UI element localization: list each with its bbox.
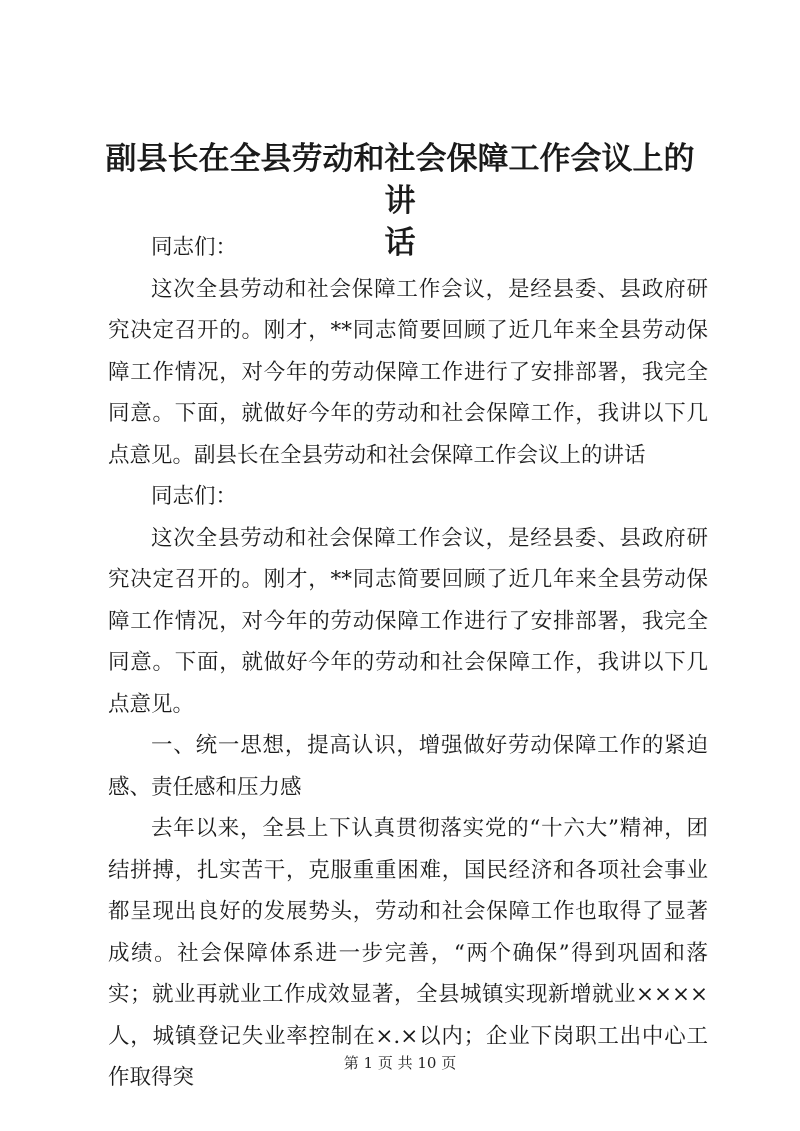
title-line-1: 副县长在全县劳动和社会保障工作会议上的讲 <box>105 141 695 219</box>
title-line-2: 话 <box>384 225 416 261</box>
salutation-paragraph: 同志们： <box>151 235 238 260</box>
document-body <box>108 227 708 1099</box>
salutation-paragraph: 同志们： <box>151 484 238 509</box>
page-footer: 第 1 页 共 10 页 <box>343 1054 457 1072</box>
body-paragraph: 这次全县劳动和社会保障工作会议，是经县委、县政府研究决定召开的。刚才，**同志简要回顾了近几年来全县劳动保障工作情况，对今年的劳动保障工作进行了安排部署，我完全同意。下面，就做好今年的劳动和社会保障工作，我讲以下几点意见。 <box>108 525 708 717</box>
body-paragraph: 这次全县劳动和社会保障工作会议，是经县委、县政府研究决定召开的。刚才，**同志简要回顾了近几年来全县劳动保障工作情况，对今年的劳动保障工作进行了安排部署，我完全同意。下面，就做好今年的劳动和社会保障工作，我讲以下几点意见。副县长在全县劳动和社会保障工作会议上的讲话 <box>108 276 708 468</box>
body-paragraph: 去年以来，全县上下认真贯彻落实党的“十六大”精神，团结拼搏，扎实苦干，克服重重困难，国民经济和各项社会事业都呈现出良好的发展势头，劳动和社会保障工作也取得了显著成绩。社会保障体系进一步完善，“两个确保”得到巩固和落实；就业再就业工作成效显著，全县城镇实现新增就业××××人，城镇登记失业率控制在×.×以内；企业下岗职工出中心工作取得突 <box>108 816 708 1090</box>
section-heading: 一、统一思想，提高认识，增强做好劳动保障工作的紧迫感、责任感和压力感 <box>108 733 708 800</box>
